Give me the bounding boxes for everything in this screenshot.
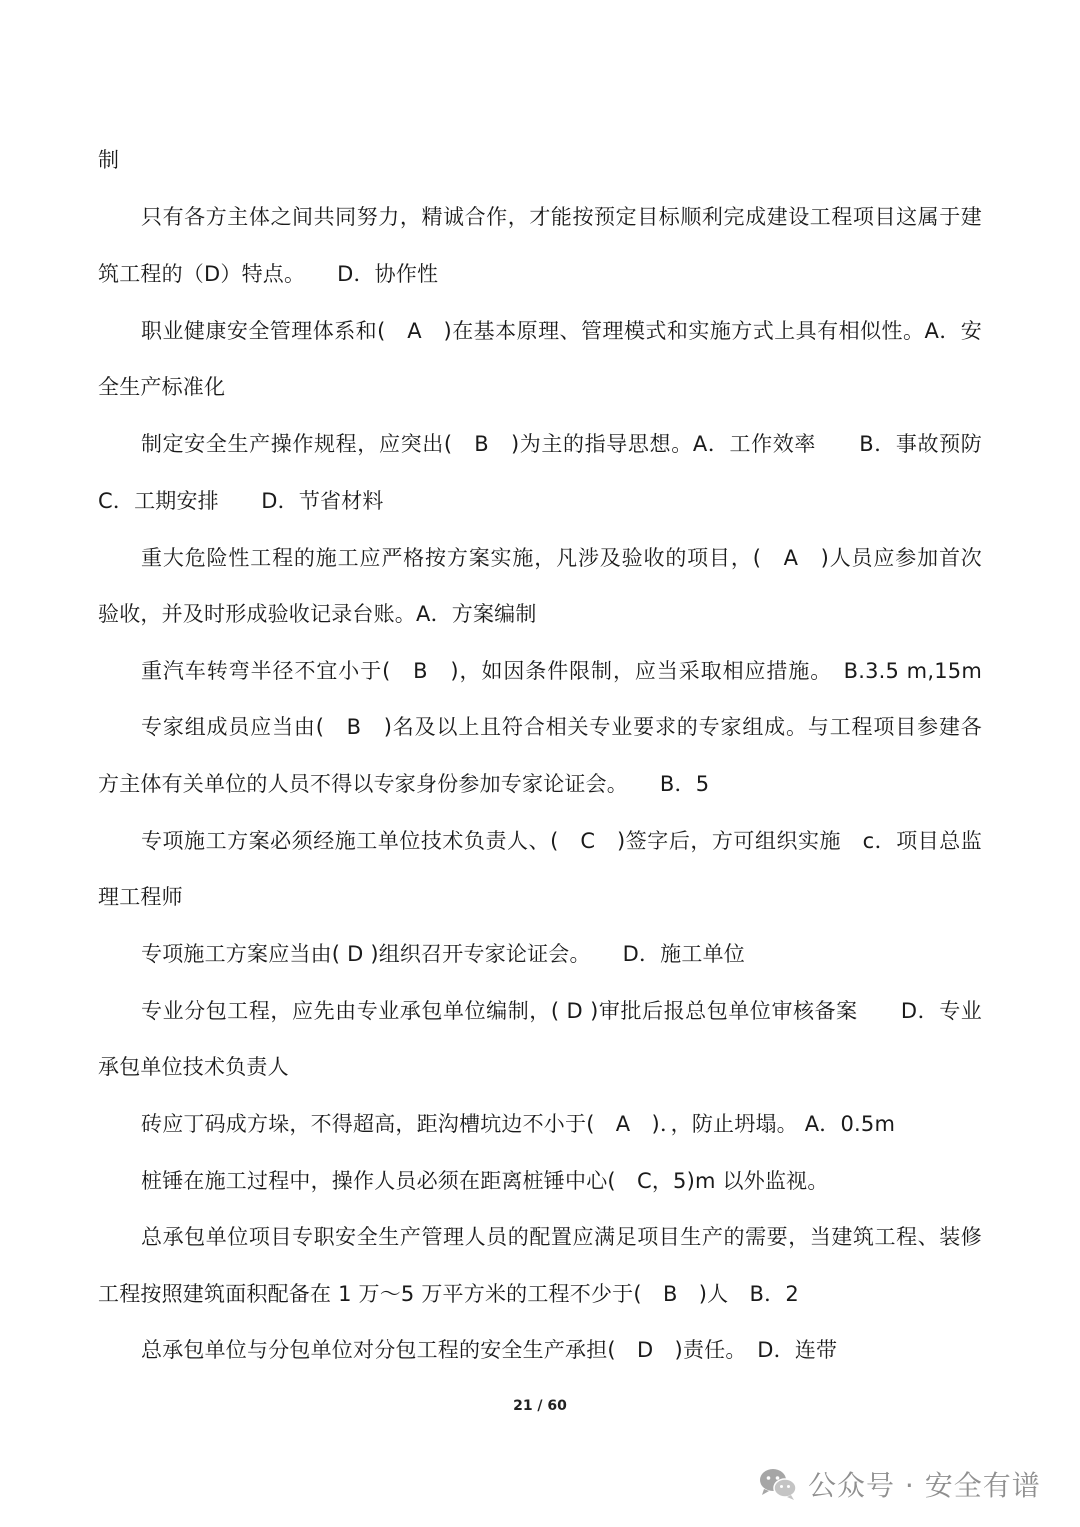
text-line: 验收，并及时形成验收记录台账。A．方案编制 bbox=[98, 602, 537, 626]
text-line: 总承包单位项目专职安全生产管理人员的配置应满足项目生产的需要，当建筑工程、装修 bbox=[141, 1225, 982, 1249]
text-line: 专业分包工程，应先由专业承包单位编制，( D )审批后报总包单位审核备案 D．专业 bbox=[141, 999, 982, 1023]
text-line: C．工期安排 D．节省材料 bbox=[98, 489, 384, 513]
text-line: 重大危险性工程的施工应严格按方案实施，凡涉及验收的项目，( A )人员应参加首次 bbox=[141, 546, 982, 570]
text-line: 全生产标准化 bbox=[98, 375, 226, 399]
text-line: 方主体有关单位的人员不得以专家身份参加专家论证会。 B．5 bbox=[98, 772, 710, 796]
wechat-icon bbox=[758, 1467, 798, 1501]
text-line: 专家组成员应当由( B )名及以上且符合相关专业要求的专家组成。与工程项目参建各 bbox=[141, 715, 982, 739]
text-line: 制定安全生产操作规程，应突出( B )为主的指导思想。A．工作效率 B．事故预防 bbox=[141, 432, 982, 456]
watermark-text: 公众号 · 安全有谱 bbox=[808, 1469, 1041, 1502]
text-line: 专项施工方案应当由( D )组织召开专家论证会。 D．施工单位 bbox=[141, 942, 745, 966]
text-line: 专项施工方案必须经施工单位技术负责人、( C )签字后，方可组织实施 c．项目总监 bbox=[141, 829, 982, 853]
page-number: 21 / 60 bbox=[513, 1398, 567, 1414]
text-line: 制 bbox=[98, 148, 120, 172]
text-line: 筑工程的（D）特点。 D．协作性 bbox=[98, 262, 439, 286]
watermark bbox=[758, 1462, 1041, 1506]
text-line: 重汽车转弯半径不宜小于( B )，如因条件限制，应当采取相应措施。 B.3.5 m,15m bbox=[141, 659, 982, 683]
text-line: 砖应丁码成方垛，不得超高，距沟槽坑边不小于( A )．，防止坍塌。 A．0.5m bbox=[141, 1112, 896, 1136]
text-line: 桩锤在施工过程中，操作人员必须在距离桩锤中心( C，5)m 以外监视。 bbox=[141, 1169, 829, 1193]
text-line: 工程按照建筑面积配备在 1 万～5 万平方米的工程不少于( B )人 B．2 bbox=[98, 1282, 799, 1306]
text-line: 总承包单位与分包单位对分包工程的安全生产承担( D )责任。 D．连带 bbox=[141, 1338, 838, 1362]
text-line: 职业健康安全管理体系和( A )在基本原理、管理模式和实施方式上具有相似性。A．安 bbox=[141, 319, 982, 343]
text-line: 承包单位技术负责人 bbox=[98, 1055, 289, 1079]
text-line: 只有各方主体之间共同努力，精诚合作，才能按预定目标顺利完成建设工程项目这属于建 bbox=[141, 205, 982, 229]
text-line: 理工程师 bbox=[98, 885, 183, 909]
